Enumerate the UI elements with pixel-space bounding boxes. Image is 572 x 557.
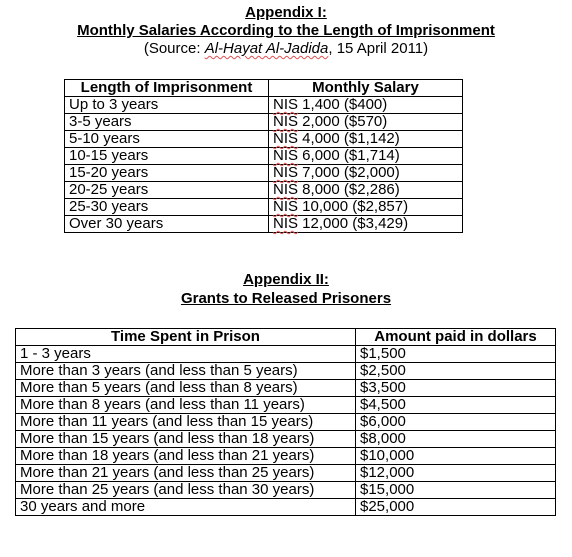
table-row xyxy=(16,448,556,465)
source-prefix: (Source: xyxy=(143,40,205,57)
column-header-length: Length of Imprisonment xyxy=(65,80,269,97)
row-label-cell: More than 18 years (and less than 21 years) xyxy=(16,448,356,465)
row-value-cell: NIS 10,000 ($2,857) xyxy=(269,199,463,216)
row-label-cell: 3-5 years xyxy=(65,114,269,131)
currency-code: NIS xyxy=(273,215,299,232)
row-value-cell: NIS 7,000 ($2,000) xyxy=(269,165,463,182)
currency-code: NIS xyxy=(273,130,299,147)
row-value-cell: $1,500 xyxy=(356,346,556,363)
row-value-cell: $4,500 xyxy=(356,397,556,414)
table-row xyxy=(16,499,556,516)
row-value-cell: NIS 8,000 ($2,286) xyxy=(269,182,463,199)
appendix-1-source xyxy=(0,41,572,56)
row-label-cell: 30 years and more xyxy=(16,499,356,516)
salaries-table xyxy=(64,79,463,233)
salaries-table-body xyxy=(65,97,463,233)
column-header-salary: Monthly Salary xyxy=(269,80,463,97)
row-label-cell: 5-10 years xyxy=(65,131,269,148)
table-row xyxy=(65,131,463,148)
table-row xyxy=(16,346,556,363)
table-row xyxy=(16,465,556,482)
row-label-cell: More than 8 years (and less than 11 years) xyxy=(16,397,356,414)
row-value-cell: $25,000 xyxy=(356,499,556,516)
row-label-cell: 10-15 years xyxy=(65,148,269,165)
row-value-cell: NIS 1,400 ($400) xyxy=(269,97,463,114)
row-label-cell: 1 - 3 years xyxy=(16,346,356,363)
currency-code: NIS xyxy=(273,96,299,113)
row-value-cell: $12,000 xyxy=(356,465,556,482)
row-value-cell: $10,000 xyxy=(356,448,556,465)
appendix-2-label: Appendix II: xyxy=(243,271,329,288)
row-value-cell: $15,000 xyxy=(356,482,556,499)
row-label-cell: More than 3 years (and less than 5 years) xyxy=(16,363,356,380)
row-value-cell: NIS 12,000 ($3,429) xyxy=(269,216,463,233)
table-row xyxy=(65,148,463,165)
source-suffix: , 15 April 2011) xyxy=(328,40,429,57)
row-label-cell: Up to 3 years xyxy=(65,97,269,114)
row-label-cell: More than 21 years (and less than 25 years) xyxy=(16,465,356,482)
row-label-cell: 15-20 years xyxy=(65,165,269,182)
table-header-row xyxy=(16,329,556,346)
table-header-row xyxy=(65,80,463,97)
column-header-time: Time Spent in Prison xyxy=(16,329,356,346)
row-value-cell: $3,500 xyxy=(356,380,556,397)
table-row xyxy=(65,165,463,182)
table-row xyxy=(65,182,463,199)
table-row xyxy=(16,380,556,397)
currency-code: NIS xyxy=(273,147,299,164)
currency-code: NIS xyxy=(273,113,299,130)
row-label-cell: 25-30 years xyxy=(65,199,269,216)
appendix-1-label: Appendix I: xyxy=(245,4,327,21)
row-label-cell: 20-25 years xyxy=(65,182,269,199)
row-value-cell: $6,000 xyxy=(356,414,556,431)
column-header-amount: Amount paid in dollars xyxy=(356,329,556,346)
grants-table-body xyxy=(16,346,556,516)
currency-code: NIS xyxy=(273,181,299,198)
table-row xyxy=(65,216,463,233)
table-row xyxy=(16,431,556,448)
row-value-cell: $2,500 xyxy=(356,363,556,380)
grants-table xyxy=(15,328,556,516)
table-row xyxy=(16,363,556,380)
table-row xyxy=(65,114,463,131)
table-row xyxy=(65,199,463,216)
currency-code: NIS xyxy=(273,198,299,215)
table-row xyxy=(16,397,556,414)
currency-code: NIS xyxy=(273,164,299,181)
source-publication: Al-Hayat Al-Jadida xyxy=(204,40,329,57)
row-label-cell: More than 5 years (and less than 8 years) xyxy=(16,380,356,397)
table-row xyxy=(65,97,463,114)
row-value-cell: NIS 6,000 ($1,714) xyxy=(269,148,463,165)
row-label-cell: More than 11 years (and less than 15 years) xyxy=(16,414,356,431)
row-value-cell: NIS 4,000 ($1,142) xyxy=(269,131,463,148)
row-label-cell: More than 15 years (and less than 18 years) xyxy=(16,431,356,448)
row-label-cell: More than 25 years (and less than 30 years) xyxy=(16,482,356,499)
row-value-cell: $8,000 xyxy=(356,431,556,448)
appendix-1-title: Monthly Salaries According to the Length of Imprisonment xyxy=(77,22,495,39)
row-value-cell: NIS 2,000 ($570) xyxy=(269,114,463,131)
table-row xyxy=(16,414,556,431)
appendix-2-title: Grants to Released Prisoners xyxy=(180,290,392,307)
row-label-cell: Over 30 years xyxy=(65,216,269,233)
table-row xyxy=(16,482,556,499)
